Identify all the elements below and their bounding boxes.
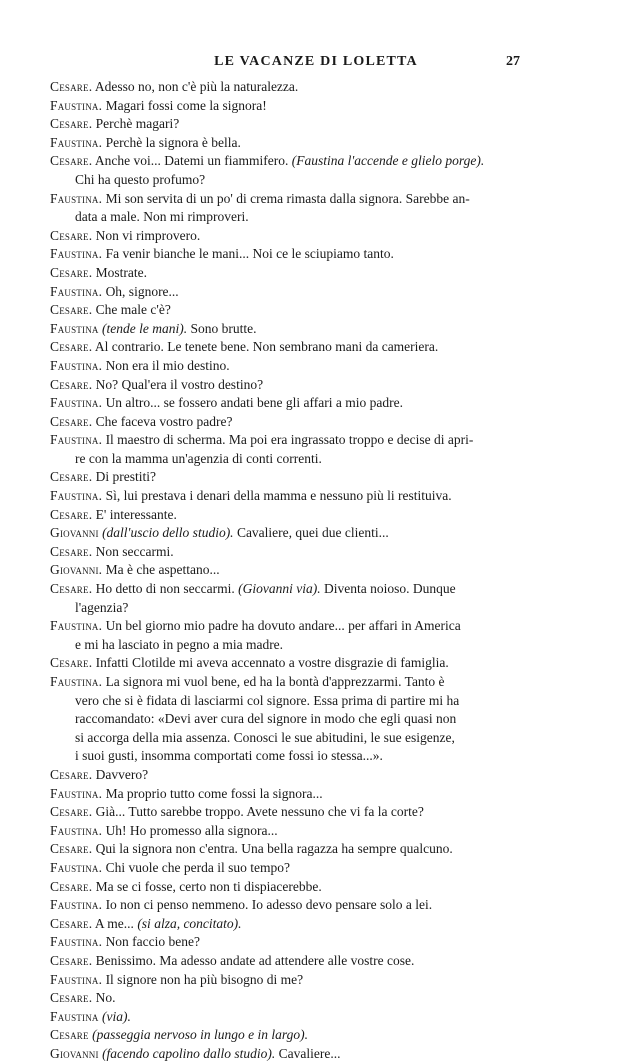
dialogue-line — [50, 524, 538, 543]
dialogue-line — [50, 729, 538, 748]
line-text: Cavaliere... — [275, 1045, 341, 1061]
dialogue-line — [50, 654, 538, 673]
line-text: Chi ha questo profumo? — [75, 171, 206, 187]
line-text: No. — [92, 990, 116, 1006]
line-text: Perchè magari? — [92, 116, 180, 132]
dialogue-line — [50, 785, 538, 804]
line-text: Ho detto di non seccarmi. — [92, 581, 239, 597]
line-text: A me... — [92, 915, 138, 931]
speaker-name: Cesare. — [50, 804, 93, 820]
dialogue-line — [50, 989, 538, 1008]
line-text: Benissimo. Ma adesso andate ad attendere alle vostre cose. — [92, 952, 415, 968]
dialogue-line — [50, 822, 538, 841]
line-text: Sì, lui prestava i denari della mamma e nessuno più li restituiva. — [102, 488, 452, 504]
dialogue-line — [50, 896, 538, 915]
speaker-name: Faustina. — [50, 822, 103, 838]
dialogue-line — [50, 320, 538, 339]
stage-direction: (via). — [98, 1008, 131, 1024]
speaker-name: Cesare. — [50, 413, 93, 429]
dialogue-line — [50, 1008, 538, 1027]
speaker-name: Faustina. — [50, 190, 103, 206]
speaker-name: Faustina. — [50, 934, 103, 950]
stage-direction: (tende le mani). — [98, 320, 188, 336]
line-text: Non era il mio destino. — [102, 357, 230, 373]
speaker-name: Cesare. — [50, 469, 93, 485]
dialogue-line — [50, 171, 538, 190]
dialogue-line — [50, 468, 538, 487]
speaker-name: Faustina — [50, 1008, 99, 1024]
dialogue-line — [50, 803, 538, 822]
speaker-name: Cesare. — [50, 878, 93, 894]
line-text: No? Qual'era il vostro destino? — [92, 376, 264, 392]
speaker-name: Cesare. — [50, 153, 93, 169]
line-text: re con la mamma un'agenzia di conti correnti. — [75, 450, 322, 466]
dialogue-line — [50, 840, 538, 859]
speaker-name: Cesare. — [50, 376, 93, 392]
line-text: Adesso no, non c'è più la naturalezza. — [92, 79, 299, 94]
line-text: raccomandato: «Devi aver cura del signore in modo che egli quasi non — [75, 711, 457, 727]
line-text: Magari fossi come la signora! — [102, 97, 267, 113]
dialogue-line — [50, 933, 538, 952]
line-text: Non seccarmi. — [92, 543, 174, 559]
dialogue-line — [50, 97, 538, 116]
line-text: Qui la signora non c'entra. Una bella ragazza ha sempre qualcuno. — [92, 841, 453, 857]
line-text: Oh, signore... — [102, 283, 179, 299]
dialogue-line — [50, 78, 538, 97]
speaker-name: Faustina. — [50, 283, 103, 299]
line-text: Ma se ci fosse, certo non ti dispiacerebbe. — [92, 878, 322, 894]
dialogue-line — [50, 487, 538, 506]
line-text: Ma è che aspettano... — [102, 562, 220, 578]
speaker-name: Giovanni — [50, 1045, 99, 1061]
dialogue-line — [50, 561, 538, 580]
dialogue-line — [50, 1026, 538, 1045]
line-text: Mostrate. — [92, 264, 148, 280]
speaker-name: Faustina. — [50, 246, 103, 262]
dialogue-line — [50, 190, 538, 209]
line-text: data a male. Non mi rimproveri. — [75, 209, 249, 225]
line-text: Uh! Ho promesso alla signora... — [102, 822, 278, 838]
dialogue-line — [50, 245, 538, 264]
speaker-name: Cesare. — [50, 506, 93, 522]
dialogue-line — [50, 692, 538, 711]
dialogue-line — [50, 1045, 538, 1063]
stage-direction: (facendo capolino dallo studio). — [98, 1045, 276, 1061]
line-text: Ma proprio tutto come fossi la signora... — [102, 785, 323, 801]
speaker-name: Giovanni. — [50, 562, 103, 578]
dialogue-line — [50, 878, 538, 897]
dialogue-line — [50, 580, 538, 599]
stage-direction: (passeggia nervoso in lungo e in largo). — [88, 1027, 308, 1043]
speaker-name: Cesare — [50, 1027, 89, 1043]
speaker-name: Cesare. — [50, 952, 93, 968]
line-text: Mi son servita di un po' di crema rimasta dalla signora. Sarebbe an- — [102, 190, 470, 206]
line-text: Infatti Clotilde mi aveva accennato a vostre disgrazie di famiglia. — [92, 655, 449, 671]
speaker-name: Cesare. — [50, 302, 93, 318]
speaker-name: Faustina. — [50, 134, 103, 150]
speaker-name: Faustina. — [50, 488, 103, 504]
dialogue-line — [50, 859, 538, 878]
speaker-name: Faustina — [50, 320, 99, 336]
speaker-name: Faustina. — [50, 971, 103, 987]
dialogue-line — [50, 431, 538, 450]
dialogue-line — [50, 543, 538, 562]
line-text: Non vi rimprovero. — [92, 227, 201, 243]
speaker-name: Cesare. — [50, 581, 93, 597]
line-text: vero che si è fidata di lasciarmi col signore. Essa prima di partire mi ha — [75, 692, 460, 708]
dialogue-line — [50, 673, 538, 692]
dialogue-line — [50, 506, 538, 525]
line-text: e mi ha lasciato in pegno a mia madre. — [75, 636, 284, 652]
dialogue-line — [50, 952, 538, 971]
line-text: Diventa noioso. Dunque — [320, 581, 456, 597]
speaker-name: Faustina. — [50, 897, 103, 913]
line-text: Perchè la signora è bella. — [102, 134, 241, 150]
dialogue-line — [50, 636, 538, 655]
speaker-name: Cesare. — [50, 766, 93, 782]
stage-direction: (si alza, concitato). — [137, 915, 242, 931]
line-text: Chi vuole che perda il suo tempo? — [102, 859, 291, 875]
speaker-name: Faustina. — [50, 357, 103, 373]
line-text: Al contrario. Le tenete bene. Non sembrano mani da cameriera. — [92, 339, 439, 355]
stage-direction: (Giovanni via). — [238, 581, 321, 597]
line-text: Io non ci penso nemmeno. Io adesso devo pensare solo a lei. — [102, 897, 433, 913]
dialogue-line — [50, 357, 538, 376]
line-text: Il signore non ha più bisogno di me? — [102, 971, 304, 987]
stage-direction: (Faustina l'accende e glielo porge). — [291, 153, 485, 169]
speaker-name: Faustina. — [50, 674, 103, 689]
line-text: E' interessante. — [92, 506, 177, 522]
line-text: La signora mi vuol bene, ed ha la bontà d'apprezzarmi. Tanto è — [102, 674, 445, 689]
dialogue-line — [50, 134, 538, 153]
speaker-name: Faustina. — [50, 432, 103, 448]
speaker-name: Cesare. — [50, 915, 93, 931]
speaker-name: Faustina. — [50, 97, 103, 113]
speaker-name: Cesare. — [50, 339, 93, 355]
speaker-name: Giovanni — [50, 525, 99, 541]
dialogue-line — [50, 747, 538, 766]
speaker-name: Cesare. — [50, 79, 93, 94]
dialogue-line — [50, 394, 538, 413]
line-text: Anche voi... Datemi un fiammifero. — [92, 153, 292, 169]
line-text: Un altro... se fossero andati bene gli affari a mio padre. — [102, 395, 403, 411]
line-text: Davvero? — [92, 766, 149, 782]
speaker-name: Cesare. — [50, 841, 93, 857]
dialogue-line — [50, 376, 538, 395]
dialogue-line — [50, 208, 538, 227]
stage-direction: (dall'uscio dello studio). — [98, 525, 234, 541]
dialogue-line — [50, 915, 538, 934]
speaker-name: Cesare. — [50, 116, 93, 132]
dialogue-line — [50, 301, 538, 320]
dialogue-body — [50, 78, 538, 1063]
line-text: Il maestro di scherma. Ma poi era ingrassato troppo e decise di apri- — [102, 432, 474, 448]
speaker-name: Faustina. — [50, 859, 103, 875]
dialogue-line — [50, 283, 538, 302]
dialogue-line — [50, 338, 538, 357]
dialogue-line — [50, 710, 538, 729]
speaker-name: Cesare. — [50, 543, 93, 559]
line-text: Che faceva vostro padre? — [92, 413, 233, 429]
speaker-name: Cesare. — [50, 264, 93, 280]
dialogue-line — [50, 766, 538, 785]
speaker-name: Faustina. — [50, 785, 103, 801]
speaker-name: Cesare. — [50, 227, 93, 243]
dialogue-line — [50, 115, 538, 134]
speaker-name: Cesare. — [50, 655, 93, 671]
line-text: Fa venir bianche le mani... Noi ce le sciupiamo tanto. — [102, 246, 394, 262]
line-text: l'agenzia? — [75, 599, 129, 615]
dialogue-line — [50, 413, 538, 432]
dialogue-line — [50, 971, 538, 990]
dialogue-line — [50, 152, 538, 171]
running-title: LE VACANZE DI LOLETTA — [214, 54, 418, 69]
dialogue-line — [50, 450, 538, 469]
speaker-name: Faustina. — [50, 618, 103, 634]
line-text: i suoi gusti, insomma comportati come fossi io stessa...». — [75, 748, 383, 764]
dialogue-line — [50, 617, 538, 636]
speaker-name: Faustina. — [50, 395, 103, 411]
dialogue-line — [50, 227, 538, 246]
line-text: Di prestiti? — [92, 469, 157, 485]
line-text: Sono brutte. — [187, 320, 257, 336]
line-text: Che male c'è? — [92, 302, 171, 318]
speaker-name: Cesare. — [50, 990, 93, 1006]
line-text: Non faccio bene? — [102, 934, 201, 950]
line-text: si accorga della mia assenza. Conosci le sue abitudini, le sue esigenze, — [75, 729, 455, 745]
line-text: Cavaliere, quei due clienti... — [233, 525, 389, 541]
dialogue-line — [50, 599, 538, 618]
line-text: Un bel giorno mio padre ha dovuto andare... per affari in America — [102, 618, 461, 634]
page-header — [0, 54, 632, 72]
dialogue-line — [50, 264, 538, 283]
page-number: 27 — [506, 54, 520, 69]
line-text: Già... Tutto sarebbe troppo. Avete nessuno che vi fa la corte? — [92, 804, 424, 820]
